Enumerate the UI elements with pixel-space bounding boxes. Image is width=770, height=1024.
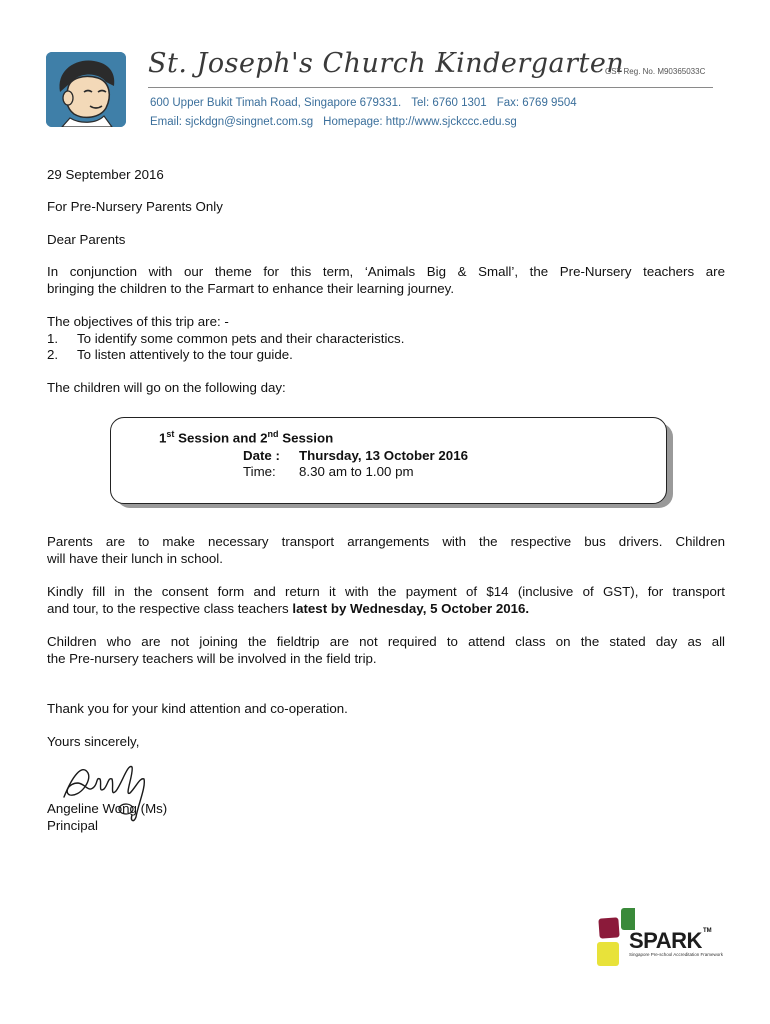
ordinal-suffix: st [166,429,175,439]
letter-date: 29 September 2016 [47,167,164,182]
letterhead-divider [148,87,713,88]
consent-deadline: latest by Wednesday, 5 October 2016. [292,601,530,616]
salutation: Dear Parents [47,232,126,247]
audience-line: For Pre-Nursery Parents Only [47,199,223,214]
date-label: Date : [243,448,280,463]
objective-item [47,346,293,363]
spark-trademark: TM [703,928,712,934]
not-joining-paragraph [47,633,725,667]
date-value: Thursday, 13 October 2016 [299,448,468,463]
objective-item [47,330,404,347]
objective-number: 1. [47,331,59,346]
kindergarten-logo [46,52,126,127]
time-value: 8.30 am to 1.00 pm [299,464,414,479]
session-text: Session and 2 [174,430,268,446]
spark-logo [595,906,724,972]
objective-text: To identify some common pets and their characteristics. [77,331,405,346]
spark-subtitle: Singapore Pre-school Accreditation Framework [629,952,724,957]
spark-name: SPARK [629,928,702,953]
not-joining-line: Children who are not joining the fieldtrip are not required to attend class on the stated day as all [47,634,725,649]
session-date [243,448,468,463]
contact-line [150,116,517,128]
intro-paragraph [47,263,725,297]
signatory-name: Angeline Wong (Ms) [47,801,168,816]
thanks-line: Thank you for your kind attention and co-operation. [47,701,348,716]
transport-line: Parents are to make necessary transport arrangements with the respective bus drivers. Children [47,534,725,549]
homepage: Homepage: http://www.sjckccc.edu.sg [323,116,517,128]
session-box [110,417,667,504]
session-title [159,429,333,445]
session-number: 1 [159,430,167,446]
transport-paragraph [47,533,725,567]
session-time [243,464,414,479]
fax: Fax: 6769 9504 [496,97,577,109]
consent-text: and tour, to the respective class teachers [47,601,293,616]
consent-paragraph [47,583,725,617]
consent-line [47,600,725,617]
not-joining-line: the Pre-nursery teachers will be involved in the field trip. [47,651,377,666]
transport-line: will have their lunch in school. [47,551,223,566]
consent-line: Kindly fill in the consent form and return it with the payment of $14 (inclusive of GST), for transport [47,584,725,599]
gst-registration: GST Reg. No. M90365033C [605,67,706,76]
time-label: Time: [243,464,276,479]
objectives-heading: The objectives of this trip are: - [47,314,229,329]
objective-text: To listen attentively to the tour guide. [77,347,293,362]
address: 600 Upper Bukit Timah Road, Singapore 679331. [150,97,402,109]
day-intro: The children will go on the following day: [47,380,286,395]
ordinal-suffix: nd [267,429,279,439]
objective-number: 2. [47,347,59,362]
signatory-title: Principal [47,818,98,833]
telephone: Tel: 6760 1301 [411,97,487,109]
school-name: St. Joseph's Church Kindergarten [148,48,625,79]
intro-line: bringing the children to the Farmart to enhance their learning journey. [47,281,455,296]
closing-line: Yours sincerely, [47,734,140,749]
address-line [150,97,577,109]
intro-line: In conjunction with our theme for this term, ‘Animals Big & Small’, the Pre-Nursery teachers are [47,264,725,279]
session-text: Session [278,430,334,446]
email: Email: sjckdgn@singnet.com.sg [150,116,314,128]
